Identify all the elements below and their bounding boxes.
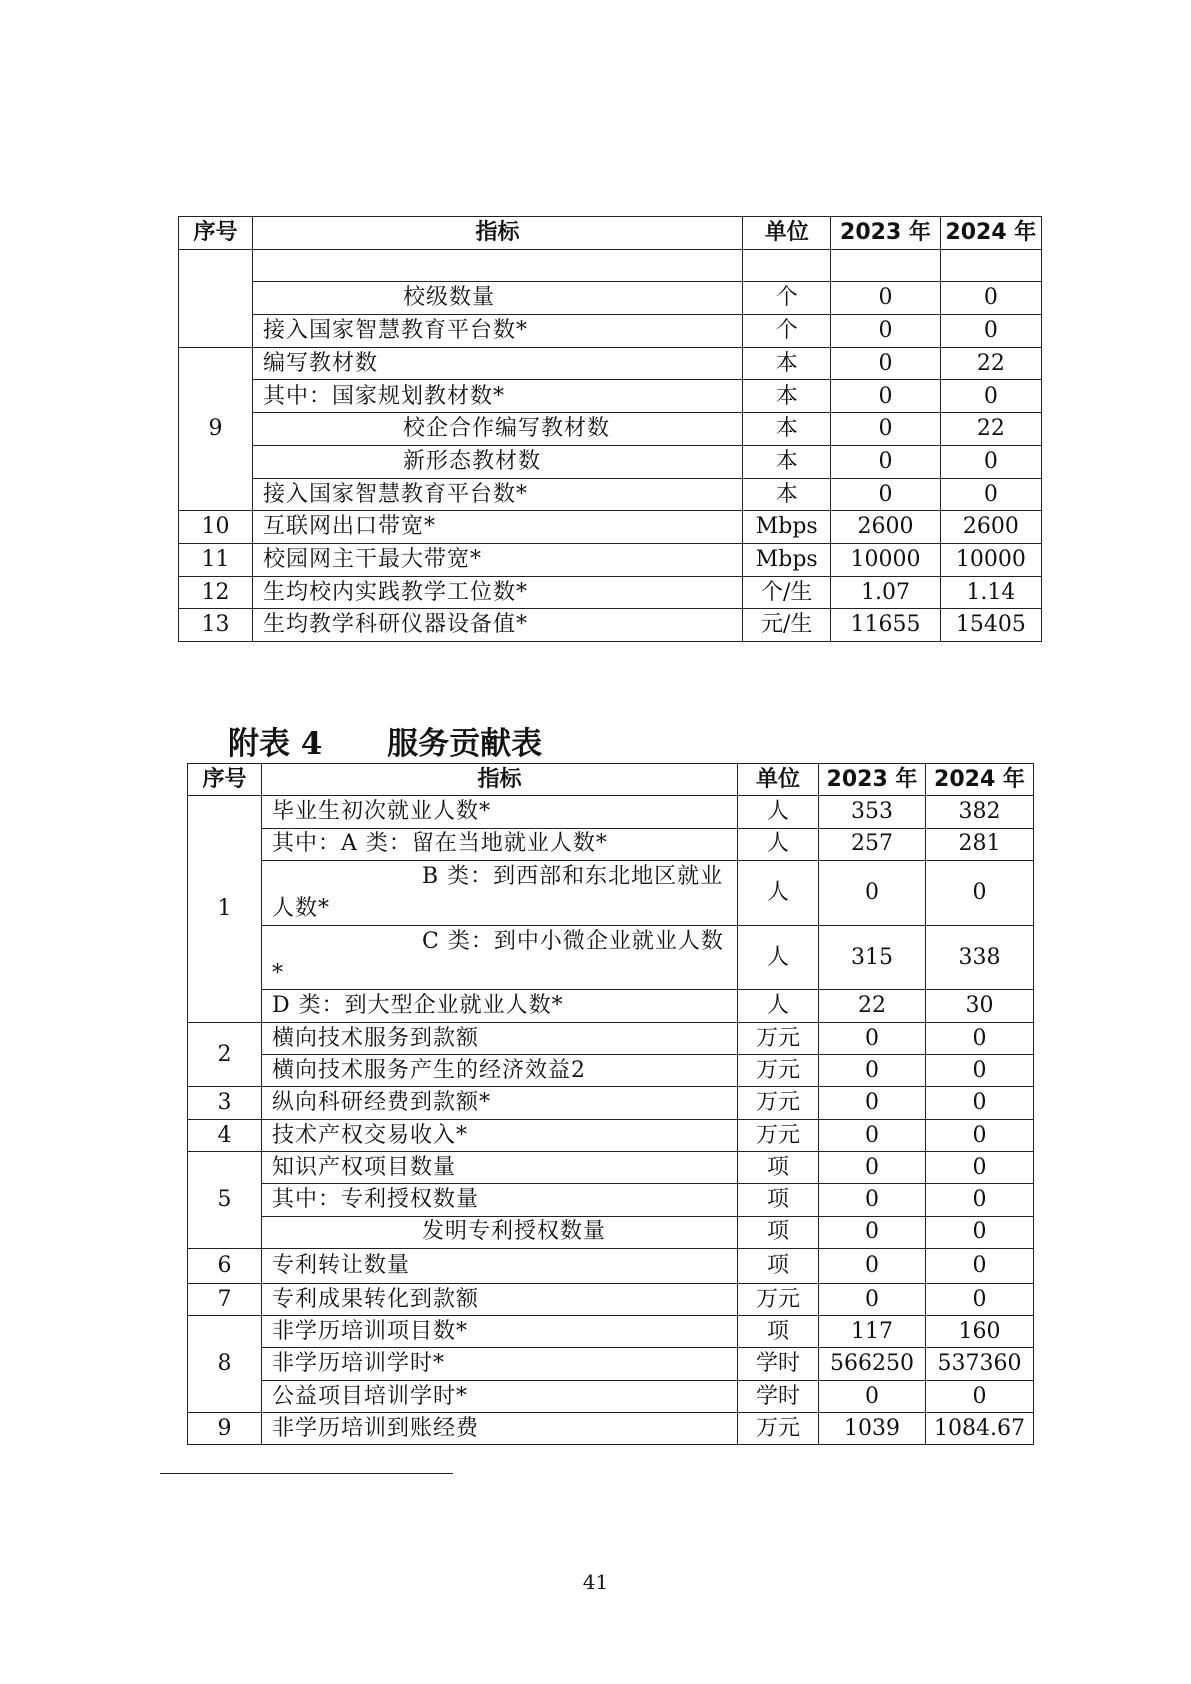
row-indicator: 非学历培训项目数* xyxy=(262,1316,738,1348)
row-2023: 257 xyxy=(819,828,926,860)
table-row xyxy=(188,1022,1034,1054)
row-2024: 0 xyxy=(940,315,1041,348)
row-2024: 1.14 xyxy=(940,576,1041,609)
header-indicator: 指标 xyxy=(262,764,738,796)
row-2024: 0 xyxy=(926,1184,1034,1216)
row-2024: 0 xyxy=(926,1151,1034,1183)
footnote-divider xyxy=(160,1473,453,1474)
row-indicator: 发明专利授权数量 xyxy=(262,1216,738,1248)
row-no: 6 xyxy=(188,1248,262,1283)
row-indicator-line1: C 类：到中小微企业就业人数 xyxy=(422,928,724,954)
row-2023: 10000 xyxy=(831,543,940,576)
row-indicator: 非学历培训学时* xyxy=(262,1348,738,1380)
table-row xyxy=(188,828,1034,860)
row-2024: 0 xyxy=(926,1248,1034,1283)
row-unit: 学时 xyxy=(738,1380,819,1412)
row-2023: 566250 xyxy=(819,1348,926,1380)
row-indicator: 知识产权项目数量 xyxy=(262,1151,738,1183)
row-indicator: 互联网出口带宽* xyxy=(252,511,742,544)
header-no: 序号 xyxy=(179,217,253,250)
row-2023: 0 xyxy=(819,1380,926,1412)
row-2023: 0 xyxy=(831,380,940,413)
row-2023: 0 xyxy=(831,413,940,446)
table-row xyxy=(179,315,1042,348)
row-2023 xyxy=(831,249,940,282)
page-number: 41 xyxy=(582,1570,609,1594)
row-unit: 个 xyxy=(743,282,831,315)
row-2024: 0 xyxy=(940,282,1041,315)
row-unit: 项 xyxy=(738,1216,819,1248)
row-indicator-line2: * xyxy=(272,960,284,986)
table-row xyxy=(179,543,1042,576)
header-no: 序号 xyxy=(188,764,262,796)
table-row xyxy=(179,576,1042,609)
row-indicator: 接入国家智慧教育平台数* xyxy=(252,315,742,348)
header-indicator: 指标 xyxy=(252,217,742,250)
row-unit: 人 xyxy=(738,925,819,990)
row-2023: 22 xyxy=(819,990,926,1022)
header-unit: 单位 xyxy=(738,764,819,796)
table-row xyxy=(179,282,1042,315)
row-2024: 2600 xyxy=(940,511,1041,544)
table-row xyxy=(179,380,1042,413)
row-2023: 0 xyxy=(831,282,940,315)
row-indicator: 其中：A 类：留在当地就业人数* xyxy=(262,828,738,860)
row-2023: 1.07 xyxy=(831,576,940,609)
row-indicator: 生均校内实践教学工位数* xyxy=(252,576,742,609)
row-2024: 0 xyxy=(926,1022,1034,1054)
row-no: 10 xyxy=(179,511,253,544)
row-2023: 0 xyxy=(831,478,940,511)
table-row xyxy=(188,1119,1034,1151)
row-unit: 万元 xyxy=(738,1087,819,1119)
row-2023: 0 xyxy=(819,1087,926,1119)
header-2024: 2024 年 xyxy=(926,764,1034,796)
table-row xyxy=(188,1055,1034,1087)
row-unit: Mbps xyxy=(743,511,831,544)
row-unit xyxy=(743,249,831,282)
row-2024 xyxy=(940,249,1041,282)
row-unit: 本 xyxy=(743,347,831,380)
row-indicator: D 类：到大型企业就业人数* xyxy=(262,990,738,1022)
row-unit: 万元 xyxy=(738,1119,819,1151)
row-no: 13 xyxy=(179,609,253,642)
row-unit: 人 xyxy=(738,828,819,860)
row-2024: 160 xyxy=(926,1316,1034,1348)
table-row xyxy=(188,1216,1034,1248)
row-2024: 0 xyxy=(940,380,1041,413)
row-no xyxy=(179,249,253,347)
row-2024: 0 xyxy=(926,1119,1034,1151)
row-indicator: 新形态教材数 xyxy=(252,445,742,478)
row-indicator: 专利成果转化到款额 xyxy=(262,1283,738,1315)
row-indicator: 校级数量 xyxy=(252,282,742,315)
row-indicator: 接入国家智慧教育平台数* xyxy=(252,478,742,511)
row-2023: 0 xyxy=(819,1216,926,1248)
row-2023: 117 xyxy=(819,1316,926,1348)
row-indicator: 校企合作编写教材数 xyxy=(252,413,742,446)
table-row xyxy=(179,413,1042,446)
header-2023: 2023 年 xyxy=(819,764,926,796)
row-indicator: 生均教学科研仪器设备值* xyxy=(252,609,742,642)
row-2024: 22 xyxy=(940,347,1041,380)
row-2024: 0 xyxy=(940,445,1041,478)
table-header-row xyxy=(179,217,1042,250)
row-2023: 0 xyxy=(831,347,940,380)
row-2023: 0 xyxy=(819,1283,926,1315)
indicator-table-continued xyxy=(178,216,1042,642)
table-row xyxy=(188,1348,1034,1380)
table-row xyxy=(188,925,1034,990)
table4-title: 附表 4 服务贡献表 xyxy=(228,726,543,762)
row-2024: 22 xyxy=(940,413,1041,446)
row-indicator: 纵向科研经费到款额* xyxy=(262,1087,738,1119)
table-row xyxy=(188,796,1034,828)
row-2024: 0 xyxy=(926,1380,1034,1412)
table-row xyxy=(179,445,1042,478)
row-2023: 315 xyxy=(819,925,926,990)
row-2024: 15405 xyxy=(940,609,1041,642)
row-no: 9 xyxy=(188,1413,262,1445)
row-no: 5 xyxy=(188,1151,262,1248)
row-no: 11 xyxy=(179,543,253,576)
row-unit: 项 xyxy=(738,1151,819,1183)
table-row xyxy=(179,249,1042,282)
row-unit: 本 xyxy=(743,478,831,511)
row-2023: 0 xyxy=(819,1248,926,1283)
service-contribution-table xyxy=(187,763,1034,1445)
row-2024: 338 xyxy=(926,925,1034,990)
table-row xyxy=(179,478,1042,511)
row-unit: 万元 xyxy=(738,1413,819,1445)
row-2023: 0 xyxy=(831,315,940,348)
row-2024: 10000 xyxy=(940,543,1041,576)
row-2024: 1084.67 xyxy=(926,1413,1034,1445)
table-row xyxy=(179,347,1042,380)
table-row xyxy=(188,1151,1034,1183)
row-unit: 个 xyxy=(743,315,831,348)
table-row xyxy=(188,860,1034,925)
row-unit: 万元 xyxy=(738,1055,819,1087)
row-no: 12 xyxy=(179,576,253,609)
row-unit: Mbps xyxy=(743,543,831,576)
header-2024: 2024 年 xyxy=(940,217,1041,250)
row-2023: 353 xyxy=(819,796,926,828)
row-indicator xyxy=(262,925,738,990)
row-indicator: 公益项目培训学时* xyxy=(262,1380,738,1412)
table-row xyxy=(188,1184,1034,1216)
row-no: 8 xyxy=(188,1316,262,1413)
row-2024: 0 xyxy=(926,1283,1034,1315)
table-row xyxy=(188,1380,1034,1412)
row-indicator: 非学历培训到账经费 xyxy=(262,1413,738,1445)
row-indicator-line1: B 类：到西部和东北地区就业 xyxy=(422,863,724,889)
row-unit: 人 xyxy=(738,796,819,828)
row-unit: 本 xyxy=(743,445,831,478)
row-2023: 2600 xyxy=(831,511,940,544)
row-unit: 元/生 xyxy=(743,609,831,642)
row-unit: 人 xyxy=(738,990,819,1022)
row-2023: 0 xyxy=(819,1151,926,1183)
row-unit: 万元 xyxy=(738,1022,819,1054)
row-2024: 30 xyxy=(926,990,1034,1022)
row-no: 7 xyxy=(188,1283,262,1315)
row-indicator: 毕业生初次就业人数* xyxy=(262,796,738,828)
table-row xyxy=(179,609,1042,642)
header-2023: 2023 年 xyxy=(831,217,940,250)
row-indicator: 专利转让数量 xyxy=(262,1248,738,1283)
row-2024: 537360 xyxy=(926,1348,1034,1380)
row-2024: 281 xyxy=(926,828,1034,860)
row-unit: 本 xyxy=(743,413,831,446)
table-row xyxy=(188,1316,1034,1348)
row-no: 4 xyxy=(188,1119,262,1151)
row-no: 1 xyxy=(188,796,262,1022)
row-2023: 1039 xyxy=(819,1413,926,1445)
table-row xyxy=(188,990,1034,1022)
row-no: 3 xyxy=(188,1087,262,1119)
row-unit: 人 xyxy=(738,860,819,925)
row-indicator-line2: 人数* xyxy=(272,895,331,921)
row-no: 9 xyxy=(179,347,253,510)
row-2024: 0 xyxy=(940,478,1041,511)
row-unit: 项 xyxy=(738,1248,819,1283)
row-2024: 0 xyxy=(926,1087,1034,1119)
table-row xyxy=(188,1283,1034,1315)
row-2023: 0 xyxy=(819,1055,926,1087)
row-indicator: 其中：专利授权数量 xyxy=(262,1184,738,1216)
row-2023: 0 xyxy=(819,1119,926,1151)
row-indicator xyxy=(252,249,742,282)
row-indicator: 编写教材数 xyxy=(252,347,742,380)
row-unit: 项 xyxy=(738,1316,819,1348)
row-unit: 本 xyxy=(743,380,831,413)
row-2024: 382 xyxy=(926,796,1034,828)
row-2024: 0 xyxy=(926,1055,1034,1087)
row-unit: 个/生 xyxy=(743,576,831,609)
row-indicator xyxy=(262,860,738,925)
row-indicator: 其中：国家规划教材数* xyxy=(252,380,742,413)
row-unit: 学时 xyxy=(738,1348,819,1380)
table-row xyxy=(188,1248,1034,1283)
header-unit: 单位 xyxy=(743,217,831,250)
row-unit: 万元 xyxy=(738,1283,819,1315)
table-header-row xyxy=(188,764,1034,796)
row-2023: 11655 xyxy=(831,609,940,642)
table-row xyxy=(188,1087,1034,1119)
row-indicator: 技术产权交易收入* xyxy=(262,1119,738,1151)
row-2024: 0 xyxy=(926,860,1034,925)
row-2023: 0 xyxy=(819,1022,926,1054)
table-row xyxy=(179,511,1042,544)
row-2023: 0 xyxy=(819,860,926,925)
row-indicator: 横向技术服务产生的经济效益2 xyxy=(262,1055,738,1087)
table-row xyxy=(188,1413,1034,1445)
row-2024: 0 xyxy=(926,1216,1034,1248)
row-no: 2 xyxy=(188,1022,262,1087)
row-2023: 0 xyxy=(831,445,940,478)
row-indicator: 校园网主干最大带宽* xyxy=(252,543,742,576)
row-indicator: 横向技术服务到款额 xyxy=(262,1022,738,1054)
row-unit: 项 xyxy=(738,1184,819,1216)
row-2023: 0 xyxy=(819,1184,926,1216)
